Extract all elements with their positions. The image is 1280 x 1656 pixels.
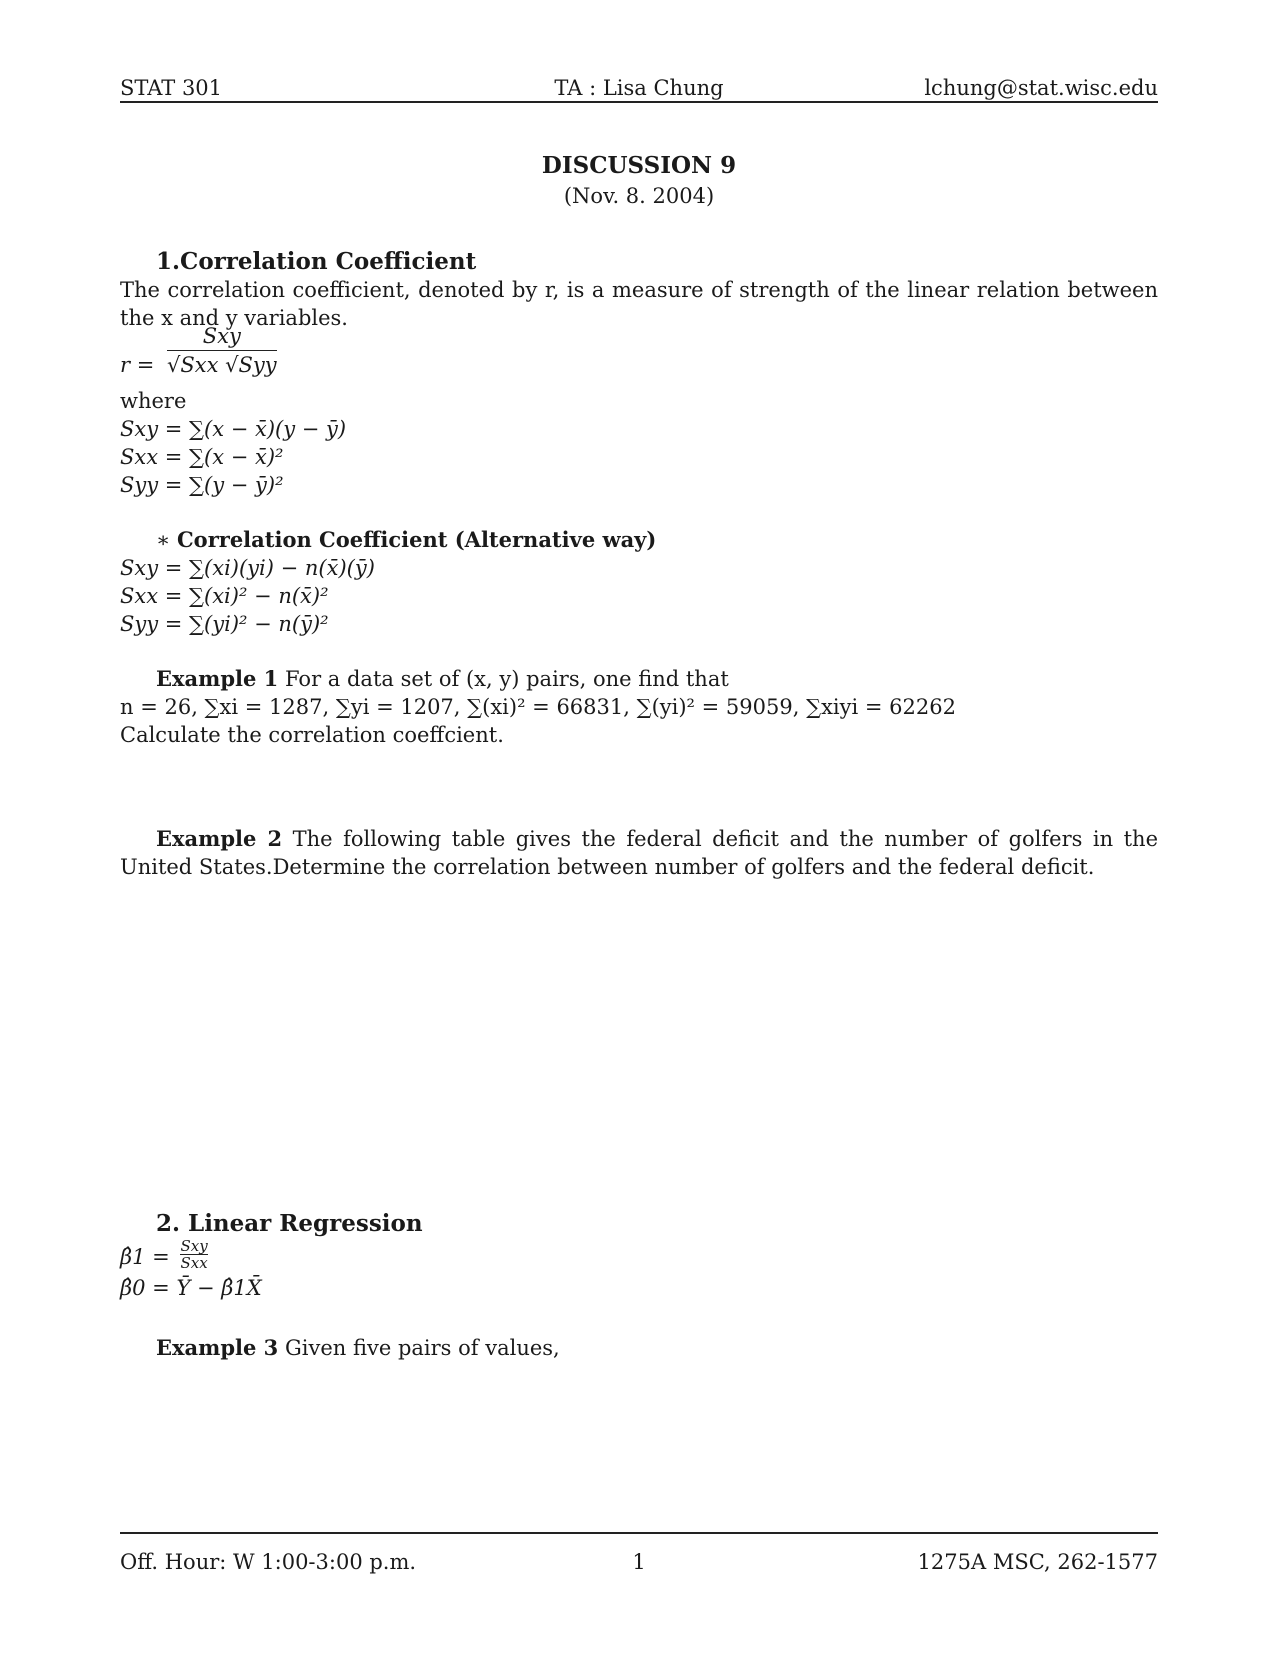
page-title: DISCUSSION 9	[541, 152, 737, 179]
footer-rule	[120, 1532, 1158, 1534]
example1-label: Example 1	[156, 666, 279, 691]
example2-label: Example 2	[156, 826, 283, 851]
header-rule	[120, 101, 1158, 103]
formula-fraction	[167, 322, 277, 379]
formula-numerator: Sxy	[202, 324, 241, 348]
example2-paragraph	[120, 825, 1158, 881]
def-syy: Syy = ∑(y − ȳ)²	[120, 473, 284, 497]
header-email: lchung@stat.wisc.edu	[924, 76, 1158, 100]
def-sxy: Sxy = ∑(x − x̄)(y − ȳ)	[120, 417, 347, 441]
beta1-fraction	[180, 1238, 207, 1271]
footer-office: 1275A MSC, 262-1577	[917, 1550, 1158, 1574]
example3-label: Example 3	[156, 1335, 279, 1360]
page-date: (Nov. 8. 2004)	[563, 184, 715, 208]
alt-def-syy: Syy = ∑(yi)² − n(ȳ)²	[120, 612, 329, 636]
beta1-denominator: Sxx	[180, 1254, 208, 1272]
header-course: STAT 301	[120, 76, 223, 100]
alt-star: ∗	[156, 528, 171, 552]
beta1-formula	[120, 1238, 1158, 1274]
beta1-lhs: β̂1 =	[120, 1245, 170, 1269]
section1-intro: The correlation coefficient, denoted by r, is a measure of strength of the linear relation between the x and y variables.	[120, 278, 1158, 330]
where-label: where	[120, 389, 187, 413]
alt-def-sxy: Sxy = ∑(xi)(yi) − n(x̄)(ȳ)	[120, 556, 375, 580]
example1-line	[156, 665, 1158, 693]
example1-task: Calculate the correlation coeffcient.	[120, 723, 504, 747]
beta0-formula: β̂0 = Ȳ − β̂1X̄	[120, 1276, 262, 1300]
footer-page-number: 1	[632, 1550, 646, 1574]
beta1-numerator: Sxy	[180, 1237, 208, 1255]
header-ta: TA : Lisa Chung	[554, 76, 724, 100]
page-header	[120, 74, 1158, 100]
example2-text: The following table gives the federal deficit and the number of golfers in the United States.Determine the correlation between number of golfers and the federal deficit.	[120, 827, 1158, 879]
def-sxx: Sxx = ∑(x − x̄)²	[120, 445, 284, 469]
correlation-formula	[120, 324, 1158, 386]
example1-data: n = 26, ∑xi = 1287, ∑yi = 1207, ∑(xi)² = 66831, ∑(yi)² = 59059, ∑xiyi = 62262	[120, 695, 956, 719]
formula-denominator: √Sxx √Syy	[167, 350, 277, 379]
example3-text: Given five pairs of values,	[285, 1336, 560, 1360]
section2-heading: 2. Linear Regression	[156, 1210, 423, 1237]
formula-lhs: r =	[120, 353, 155, 377]
example3-line	[156, 1334, 1158, 1362]
alt-heading: Correlation Coefficient (Alternative way)	[176, 527, 657, 552]
alt-heading-line	[156, 526, 1158, 554]
alt-def-sxx: Sxx = ∑(xi)² − n(x̄)²	[120, 584, 329, 608]
footer-hours: Off. Hour: W 1:00-3:00 p.m.	[120, 1550, 417, 1574]
section1-heading: 1.Correlation Coefficient	[156, 248, 477, 275]
example1-text: For a data set of (x, y) pairs, one find that	[285, 667, 729, 691]
document-page	[120, 0, 1158, 1656]
